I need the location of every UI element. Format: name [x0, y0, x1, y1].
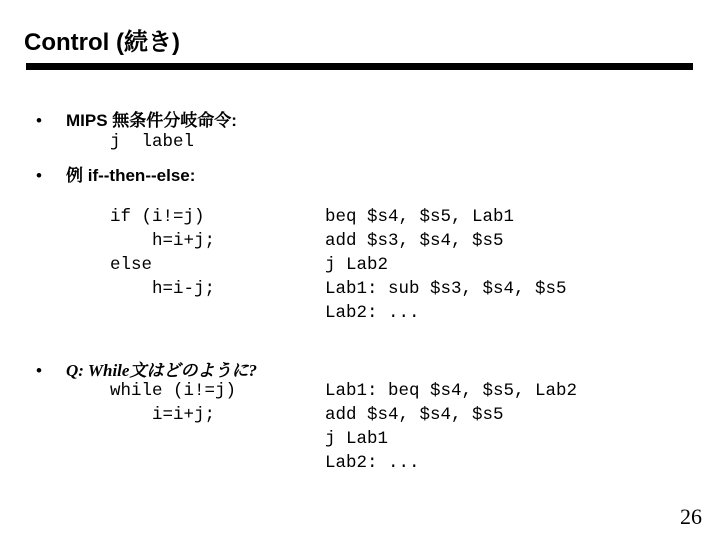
bullet-mips-jump [36, 106, 237, 131]
bullet-marker: • [36, 361, 42, 380]
code-jump [110, 130, 194, 154]
code-if-c [110, 205, 215, 301]
bullet-marker: • [36, 111, 42, 130]
code-line: else [110, 255, 153, 275]
slide-title: Control (続き) [24, 29, 180, 56]
code-line: while (i!=j) [110, 381, 237, 401]
code-line: Lab1: sub $s3, $s4, $s5 [325, 279, 567, 299]
code-line: add $s4, $s4, $s5 [325, 405, 504, 425]
code-line: Lab2: ... [325, 453, 420, 473]
bullet-while-question [36, 356, 257, 381]
code-line: j Lab1 [325, 429, 389, 449]
code-line: i=i+j; [110, 405, 216, 425]
bullet-text: Q: While文はどのように? [66, 361, 257, 380]
page-number: 26 [680, 504, 702, 529]
code-line: Lab2: ... [325, 303, 420, 323]
code-while-c [110, 379, 236, 427]
code-line: j label [110, 132, 195, 152]
bullet-marker: • [36, 166, 42, 185]
code-line: h=i+j; [110, 231, 216, 251]
code-line: beq $s4, $s5, Lab1 [325, 207, 515, 227]
bullet-if-then-else [36, 161, 195, 186]
bullet-text: 例 if--then--else: [66, 166, 196, 185]
code-while-mips [325, 379, 577, 475]
code-line: if (i!=j) [110, 207, 205, 227]
code-line: h=i-j; [110, 279, 216, 299]
code-if-mips [325, 205, 567, 325]
code-line: Lab1: beq $s4, $s5, Lab2 [325, 381, 578, 401]
bullet-text: MIPS 無条件分岐命令: [66, 111, 237, 130]
code-line: add $s3, $s4, $s5 [325, 231, 504, 251]
title-rule [26, 63, 693, 70]
code-line: j Lab2 [325, 255, 389, 275]
